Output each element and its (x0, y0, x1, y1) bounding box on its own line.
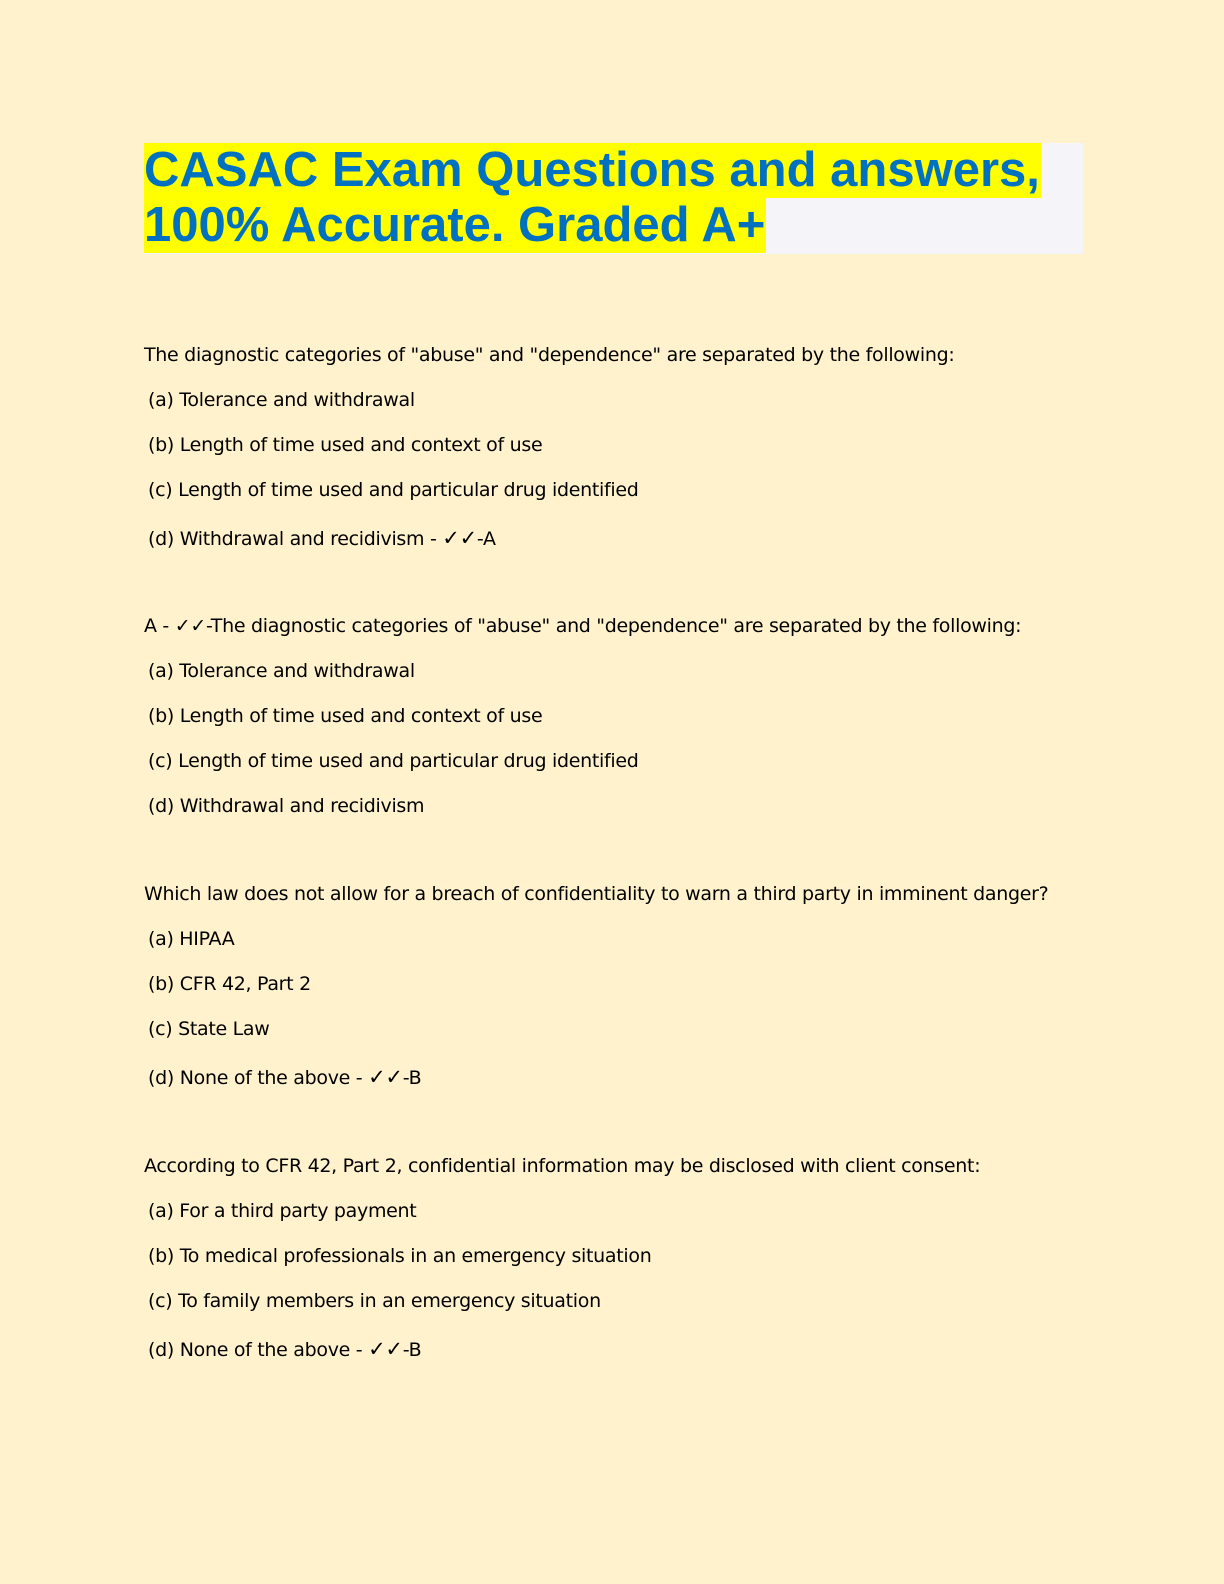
check-mark-icon: ✓✓ (368, 1337, 403, 1361)
check-mark-icon: ✓✓ (442, 526, 477, 550)
question-block (144, 341, 1104, 569)
answer-option: (b) Length of time used and context of use (148, 434, 543, 456)
question-prompt: According to CFR 42, Part 2, confidential information may be disclosed with client consent: (144, 1155, 981, 1177)
answer-option: (a) HIPAA (148, 928, 235, 950)
question-block (144, 1152, 1104, 1380)
title-line-1: CASAC Exam Questions and answers, (144, 143, 1040, 197)
answer-option: (b) To medical professionals in an emergency situation (148, 1245, 652, 1267)
answer-key: -A (476, 528, 496, 550)
answer-option: (a) For a third party payment (148, 1200, 417, 1222)
answer-option-text: (d) None of the above - (148, 1067, 369, 1089)
answer-option: (c) To family members in an emergency situation (148, 1290, 601, 1312)
answer-option: (b) Length of time used and context of use (148, 705, 543, 727)
answer-option-with-key (144, 1332, 1104, 1380)
question-block (144, 880, 1104, 1108)
title-line-2: 100% Accurate. Graded A+ (144, 198, 766, 252)
answer-option: (c) State Law (148, 1018, 270, 1040)
answer-option: (c) Length of time used and particular drug identified (148, 750, 639, 772)
question-prompt: Which law does not allow for a breach of confidentiality to warn a third party in imminent danger? (144, 883, 1049, 905)
answer-option: (b) CFR 42, Part 2 (148, 973, 311, 995)
answer-option: (d) Withdrawal and recidivism (148, 795, 425, 817)
question-prompt: The diagnostic categories of "abuse" and "dependence" are separated by the following: (144, 344, 955, 366)
answer-option-text: (d) Withdrawal and recidivism - (148, 528, 443, 550)
answer-option-text: (d) None of the above - (148, 1339, 369, 1361)
answer-option: (c) Length of time used and particular drug identified (148, 479, 639, 501)
question-block (144, 612, 1104, 837)
answer-key: -B (402, 1339, 422, 1361)
answer-option: (a) Tolerance and withdrawal (148, 389, 415, 411)
document-title (144, 143, 1083, 254)
question-prompt: A - ✓✓-The diagnostic categories of "abuse" and "dependence" are separated by the following: (144, 615, 1022, 637)
answer-option: (a) Tolerance and withdrawal (148, 660, 415, 682)
check-mark-icon: ✓✓ (368, 1065, 403, 1089)
answer-key: -B (402, 1067, 422, 1089)
answer-option-with-key (144, 1060, 1104, 1108)
answer-option-with-key (144, 521, 1104, 569)
